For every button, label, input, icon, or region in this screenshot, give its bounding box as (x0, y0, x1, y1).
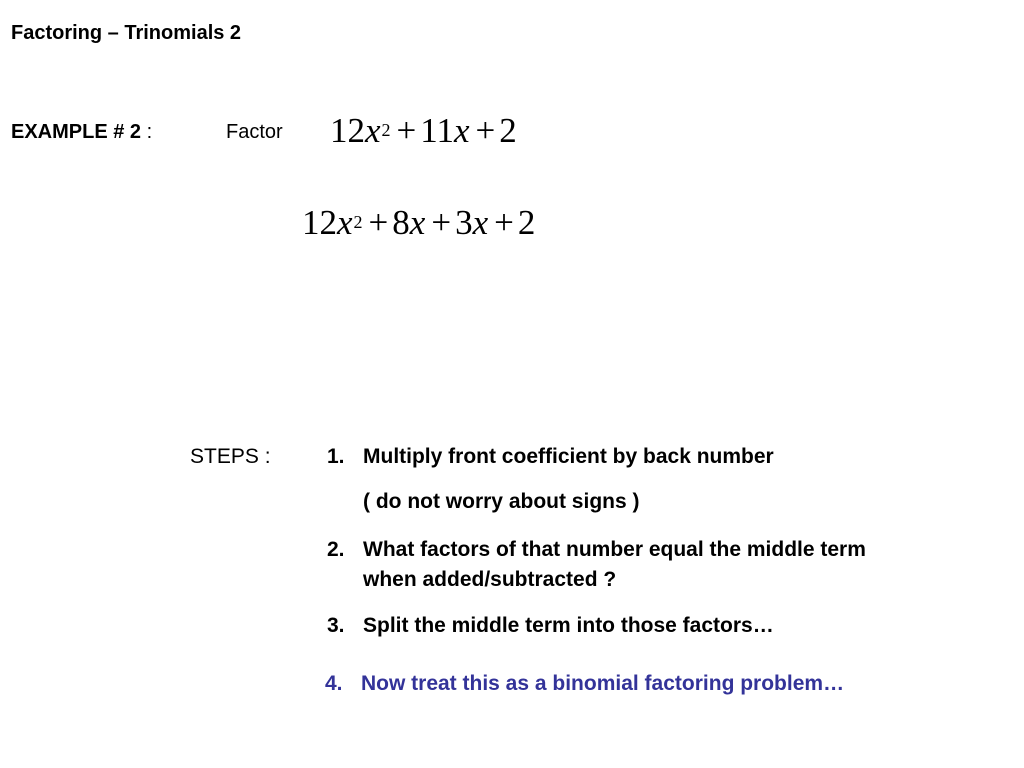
step-4-text: Now treat this as a binomial factoring problem… (361, 672, 845, 695)
step-2 (327, 535, 866, 565)
factor-instruction: Factor (226, 121, 283, 143)
expr2-exponent: 2 (353, 212, 363, 232)
expr2-term2-var: x (409, 203, 426, 242)
expr1-term2-coef: 11 (420, 111, 454, 150)
example-separator: : (141, 121, 153, 143)
expr2-const: 2 (517, 203, 536, 242)
expr1-exponent: 2 (381, 120, 391, 140)
step-4-number: 4. (325, 672, 343, 695)
expr2-term2-coef: 8 (392, 203, 410, 242)
step-1 (327, 442, 774, 472)
steps-label: STEPS : (190, 445, 271, 468)
step-1-number: 1. (327, 445, 345, 468)
expr1-coef: 12 (330, 111, 365, 150)
expr2-var: x (337, 203, 353, 242)
step-1-note: ( do not worry about signs ) (363, 490, 640, 513)
expr1-term2-var: x (454, 111, 470, 150)
step-3-text: Split the middle term into those factors… (363, 614, 774, 637)
expr2-op2: + (431, 203, 452, 242)
expr2-op1: + (368, 203, 389, 242)
trinomial-expression (330, 113, 517, 148)
expr2-term3-coef: 3 (455, 203, 473, 242)
expr2-term3-var: x (472, 203, 489, 242)
step-1-text: Multiply front coefficient by back number (363, 445, 774, 468)
step-2-text: What factors of that number equal the middle term (363, 538, 866, 561)
page-title: Factoring – Trinomials 2 (11, 22, 242, 44)
step-2-number: 2. (327, 538, 345, 561)
step-2-continuation: when added/subtracted ? (363, 568, 617, 591)
expr2-op3: + (494, 203, 514, 242)
example-number: EXAMPLE # 2 (11, 121, 142, 143)
split-expression (302, 205, 535, 240)
expr1-const: 2 (499, 111, 517, 150)
example-label (11, 121, 152, 144)
step-3-number: 3. (327, 614, 345, 637)
expr1-op2: + (475, 111, 496, 150)
expr1-op1: + (396, 111, 417, 150)
expr1-var: x (365, 111, 381, 150)
step-4 (325, 669, 844, 699)
expr2-coef: 12 (302, 203, 337, 242)
step-3 (327, 611, 774, 641)
